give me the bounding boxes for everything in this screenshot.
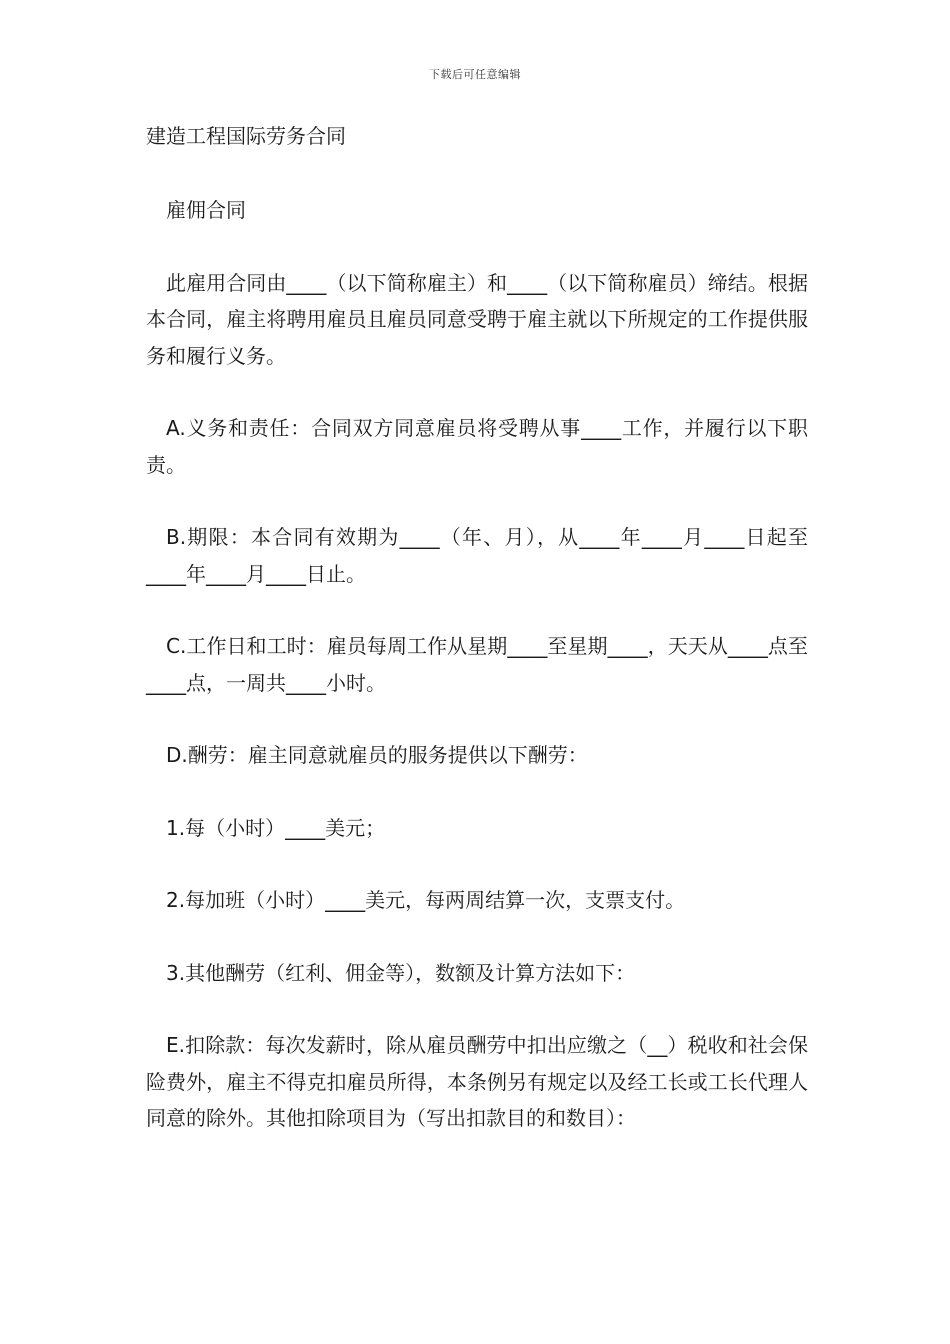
header-note: 下载后可任意编辑	[429, 68, 521, 81]
section-heading-employment-contract: 雇佣合同	[166, 198, 246, 222]
paragraph-d1-hourly: 1.每（小时）____美元；	[166, 815, 386, 840]
document-title: 建造工程国际劳务合同	[146, 124, 346, 148]
paragraph-c-working-hours: C.工作日和工时：雇员每周工作从星期____至星期____，天天从____点至____点，一周共____小时。	[146, 634, 808, 695]
paragraph-preamble: 此雇用合同由____（以下简称雇主）和____（以下简称雇员）缔结。根据本合同，雇主将聘用雇员且雇员同意受聘于雇主就以下所规定的工作提供服务和履行义务。	[146, 270, 808, 368]
paragraph-d-compensation: D.酬劳：雇主同意就雇员的服务提供以下酬劳：	[166, 743, 588, 767]
paragraph-d3-other: 3.其他酬劳（红利、佣金等），数额及计算方法如下：	[166, 960, 636, 985]
paragraph-d2-overtime: 2.每加班（小时）____美元，每两周结算一次，支票支付。	[166, 888, 686, 912]
paragraph-b-term: B.期限：本合同有效期为____（年、月），从____年____月____日起至____年____月____日止。	[146, 525, 808, 586]
document-body	[146, 118, 808, 1173]
paragraph-a-duties: A.义务和责任：合同双方同意雇员将受聘从事____工作，并履行以下职责。	[146, 416, 808, 477]
paragraph-e-deductions: E.扣除款：每次发薪时，除从雇员酬劳中扣出应缴之（__）税收和社会保险费外，雇主不得克扣雇员所得，本条例另有规定以及经工长或工长代理人同意的除外。其他扣除项目为（写出扣款目的和数目）：	[146, 1033, 808, 1130]
